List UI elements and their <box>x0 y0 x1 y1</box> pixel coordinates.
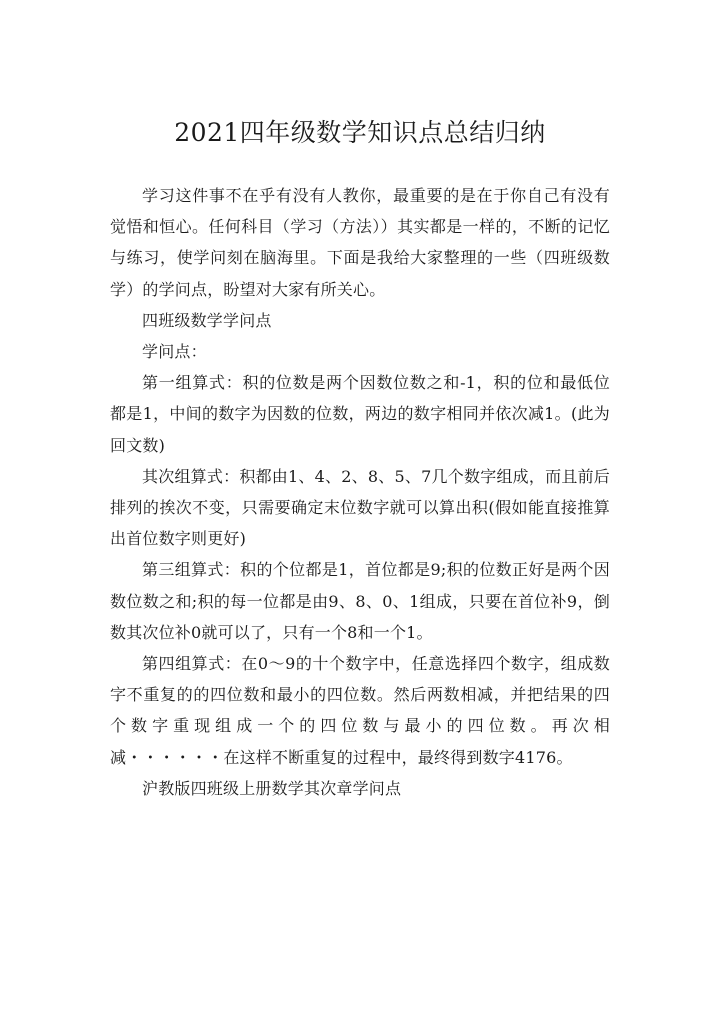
document-title: 2021四年级数学知识点总结归纳 <box>174 118 546 147</box>
chapter-heading: 沪教版四班级上册数学其次章学问点 <box>142 778 402 798</box>
formula-group-4-paragraph: 第四组算式：在0～9的十个数字中，任意选择四个数字，组成数字不重复的的四位数和最小的四位数。然后两数相减，并把结果的四个数字重现组成一个的四位数与最小的四位数。再次相减・・・・・・在这样不断重复的过程中，最终得到数字4176。 <box>110 654 610 767</box>
intro-paragraph: 学习这件事不在乎有没有人教你，最重要的是在于你自己有没有觉悟和恒心。任何科目（学习（方法））其实都是一样的，不断的记忆与练习，使学问刻在脑海里。下面是我给大家整理的一些（四班级数学）的学问点，盼望对大家有所关心。 <box>110 186 610 299</box>
formula-group-3-paragraph: 第三组算式：积的个位都是1，首位都是9;积的位数正好是两个因数位数之和;积的每一位都是由9、8、0、1组成，只要在首位补9，倒数其次位补0就可以了，只有一个8和一个1。 <box>110 560 610 642</box>
subsection-heading: 学问点： <box>142 342 207 362</box>
section-heading: 四班级数学学问点 <box>142 310 272 330</box>
document-body <box>110 180 610 804</box>
formula-group-1-paragraph: 第一组算式：积的位数是两个因数位数之和-1，积的位和最低位都是1，中间的数字为因数的位数，两边的数字相同并依次减1。(此为回文数) <box>110 373 610 455</box>
formula-group-2-paragraph: 其次组算式：积都由1、4、2、8、5、7几个数字组成，而且前后排列的挨次不变，只需要确定末位数字就可以算出积(假如能直接推算出首位数字则更好) <box>110 466 610 549</box>
